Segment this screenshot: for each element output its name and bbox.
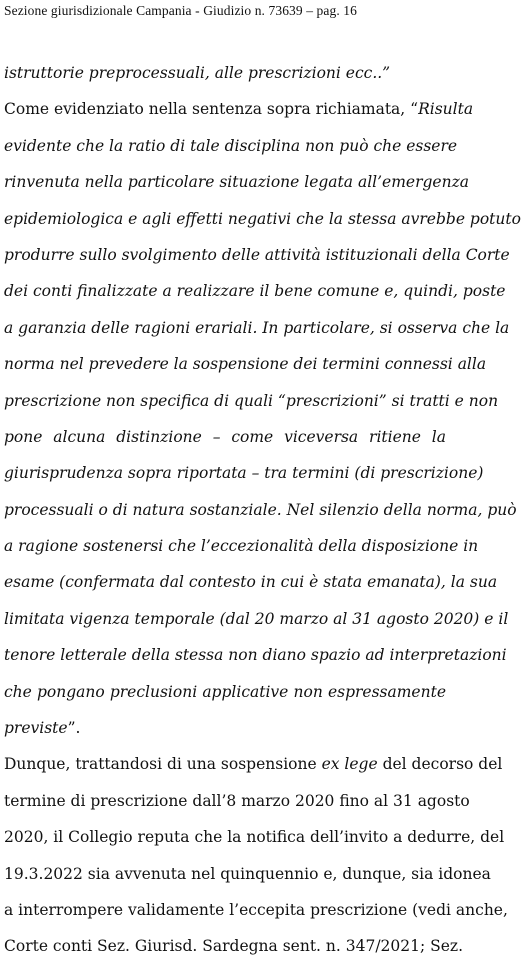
text-line: [4, 892, 508, 928]
text-line: [4, 91, 474, 127]
text-line: [4, 674, 446, 710]
text-line: [4, 128, 458, 164]
text-segment: rinvenuta nella particolare situazione legata all’emergenza: [4, 173, 469, 192]
text-line: [4, 710, 446, 746]
text-line: [4, 492, 517, 528]
text-segment: processuali o di natura sostanziale. Nel silenzio della norma, può: [4, 500, 517, 519]
text-line: [4, 637, 507, 673]
text-segment: ex lege: [321, 755, 378, 774]
text-segment: a garanzia delle ragioni erariali. In particolare, si osserva che la: [4, 318, 510, 337]
text-segment: prescrizione non specifica di quali “prescrizioni” si tratti e non: [4, 391, 499, 410]
text-segment: pone alcuna distinzione – come viceversa ritiene la: [4, 427, 446, 446]
page-header: Sezione giurisdizionale Campania - Giudizio n. 73639 – pag. 16: [4, 3, 358, 18]
text-segment: Dunque, trattandosi di una sospensione: [4, 755, 322, 774]
text-segment: Risulta: [418, 100, 474, 119]
text-segment: ”.: [67, 719, 81, 738]
text-line: [4, 528, 479, 564]
text-segment: del decorso del: [377, 755, 503, 774]
text-line: [4, 419, 446, 455]
text-line: [4, 819, 505, 855]
text-line: [4, 55, 446, 91]
text-line: [4, 564, 498, 600]
text-segment: che pongano preclusioni applicative non espressamente: [4, 682, 446, 701]
document-body: [4, 55, 521, 965]
text-line: [4, 383, 499, 419]
text-segment: 2020, il Collegio reputa che la notifica dell’invito a dedurre, del: [4, 828, 505, 847]
text-line: [4, 928, 464, 964]
text-segment: a ragione sostenersi che l’eccezionalità della disposizione in: [4, 537, 479, 556]
text-segment: 19.3.2022 sia avvenuta nel quinquennio e, dunque, sia idonea: [4, 864, 491, 883]
text-line: [4, 601, 509, 637]
text-segment: previste: [4, 719, 68, 738]
text-line: [4, 455, 484, 491]
text-segment: termine di prescrizione dall’8 marzo 2020 fino al 31 agosto: [4, 791, 470, 810]
text-line: [4, 346, 487, 382]
text-segment: esame (confermata dal contesto in cui è stata emanata), la sua: [4, 573, 498, 592]
text-segment: Corte conti Sez. Giurisd. Sardegna sent. n. 347/2021; Sez.: [4, 937, 464, 956]
text-segment: dei conti finalizzate a realizzare il bene comune e, quindi, poste: [4, 282, 506, 301]
text-segment: evidente che la ratio di tale disciplina non può che essere: [4, 136, 458, 155]
text-line: [4, 164, 469, 200]
text-line: [4, 201, 521, 237]
text-line: [4, 237, 510, 273]
text-segment: istruttorie preprocessuali, alle prescrizioni ecc..”: [4, 64, 391, 82]
text-segment: a interrompere validamente l’eccepita prescrizione (vedi anche,: [4, 900, 508, 919]
text-segment: norma nel prevedere la sospensione dei termini connessi alla: [4, 355, 487, 374]
text-line: [4, 856, 491, 892]
text-segment: tenore letterale della stessa non diano spazio ad interpretazioni: [4, 646, 507, 665]
text-line: [4, 273, 506, 309]
text-line: [4, 746, 503, 782]
text-segment: giurisprudenza sopra riportata – tra termini (di prescrizione): [4, 464, 484, 483]
text-line: [4, 783, 470, 819]
text-segment: produrre sullo svolgimento delle attività istituzionali della Corte: [4, 245, 510, 264]
text-segment: limitata vigenza temporale (dal 20 marzo al 31 agosto 2020) e il: [4, 609, 509, 628]
text-segment: Come evidenziato nella sentenza sopra richiamata, “: [4, 100, 419, 119]
text-line: [4, 310, 510, 346]
text-segment: epidemiologica e agli effetti negativi che la stessa avrebbe potuto: [4, 209, 521, 228]
